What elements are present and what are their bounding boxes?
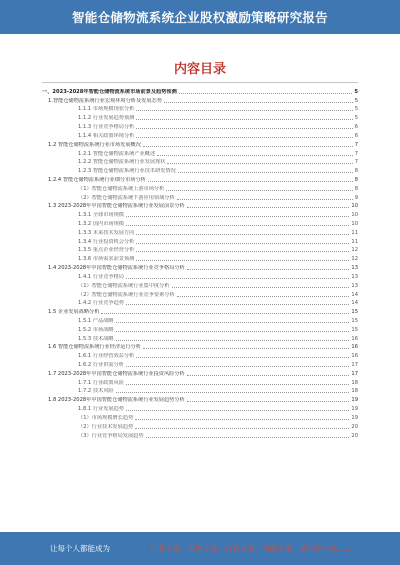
toc-entry-page: 13	[351, 273, 358, 280]
toc-entry[interactable]	[42, 104, 358, 113]
toc-leader-dots	[136, 243, 349, 244]
page-footer	[0, 532, 400, 565]
toc-entry-text: （1）智能仓储物流系统上游市场分析	[78, 185, 165, 192]
toc-entry-text: 1.5.1 产品战略	[78, 317, 114, 324]
toc-entry-page: 7	[354, 159, 358, 166]
toc-entry[interactable]	[42, 280, 358, 289]
toc-entry-page: 20	[351, 423, 358, 430]
toc-entry-page: 6	[354, 124, 358, 131]
toc-leader-dots	[136, 119, 352, 120]
footer-roles: 行业专家、管理专家、咨询专家、战略专家、成功企业家……	[150, 544, 353, 553]
toc-leader-dots	[135, 428, 349, 429]
toc-divider	[42, 82, 358, 83]
toc-leader-dots	[126, 410, 349, 411]
toc-leader-dots	[164, 102, 353, 103]
toc-entry[interactable]	[42, 148, 358, 157]
toc-entry-page: 5	[354, 115, 358, 122]
toc-leader-dots	[143, 146, 353, 147]
page-header	[0, 0, 400, 34]
toc-entry-text: （1）智能仓储物流系统行业集中度分析	[78, 282, 170, 289]
footer-slogan: 让每个人都能成为	[50, 544, 110, 553]
toc-entry[interactable]	[42, 157, 358, 166]
toc-entry-text: 1.3.4 行业投资机会分析	[78, 238, 135, 245]
toc-entry[interactable]	[42, 271, 358, 280]
toc-entry-page: 19	[351, 414, 358, 421]
toc-entry-text: 1.7.2 技术风险	[78, 388, 114, 395]
toc-entry[interactable]	[42, 412, 358, 421]
toc-entry[interactable]	[42, 430, 358, 439]
toc-leader-dots	[148, 181, 353, 182]
toc-entry[interactable]	[42, 192, 358, 201]
toc-entry[interactable]	[42, 377, 358, 386]
toc-entry-page: 18	[351, 388, 358, 395]
toc-entry-text: 1.6.1 行业经营效益分析	[78, 353, 135, 360]
toc-leader-dots	[177, 296, 350, 297]
toc-entry-text: 1.7 2023-2028年中国智能仓储物流系统行业投资风险分析	[48, 370, 185, 377]
toc-entry-page: 10	[351, 221, 358, 227]
toc-entry[interactable]	[42, 262, 358, 271]
toc-entry[interactable]	[42, 403, 358, 412]
toc-entry-text: （2）智能仓储物流系统行业竞争要素分析	[78, 291, 175, 298]
toc-entry-page: 13	[351, 282, 358, 289]
toc-entry-page: 19	[351, 406, 358, 413]
toc-leader-dots	[126, 304, 349, 305]
toc-leader-dots	[179, 93, 353, 94]
toc-leader-dots	[157, 155, 353, 156]
toc-entry-page: 10	[351, 203, 358, 210]
toc-entry-text: 1.6 智能仓储物流系统行业经济运行分析	[48, 344, 141, 351]
toc-entry-page: 7	[354, 150, 358, 157]
toc-leader-dots	[167, 163, 352, 164]
toc-entry-text: 1.6.2 行业供需分析	[78, 362, 124, 368]
toc-entry-page: 17	[351, 370, 358, 377]
toc-entry-page: 12	[351, 256, 358, 263]
toc-entry-page: 16	[351, 353, 358, 360]
toc-entry-text: 一、2023-2028年智能仓储物流系统市场前景及趋势预测	[42, 88, 177, 95]
toc-entry-page: 14	[351, 291, 358, 298]
toc-entry[interactable]	[42, 342, 358, 351]
toc-entry-text: 1.4.1 行业竞争格局	[78, 273, 124, 280]
toc-leader-dots	[136, 260, 349, 261]
toc-entry-text: 1.4.2 行业竞争趋势	[78, 300, 124, 307]
toc-leader-dots	[143, 348, 349, 349]
toc-entry-text: 1.1.3 行业竞争格局分析	[78, 124, 135, 131]
toc-leader-dots	[187, 401, 350, 402]
toc-leader-dots	[136, 251, 349, 252]
toc-entry[interactable]	[42, 245, 358, 254]
toc-entry-page: 8	[354, 185, 358, 192]
toc-entry[interactable]	[42, 421, 358, 430]
table-of-contents	[42, 86, 358, 439]
toc-entry-page: 15	[351, 326, 358, 333]
toc-leader-dots	[178, 172, 353, 173]
toc-entry[interactable]	[42, 394, 358, 403]
toc-heading: 内容目录	[173, 62, 226, 77]
toc-entry-page: 5	[354, 88, 358, 95]
toc-entry[interactable]	[42, 368, 358, 377]
toc-leader-dots	[187, 375, 350, 376]
report-title: 智能仓储物流系统企业股权激励策略研究报告	[71, 10, 328, 25]
toc-entry-page: 15	[351, 309, 358, 316]
toc-entry-text: 1.2.1 智能仓储物流系统产业概述	[78, 150, 156, 157]
toc-entry[interactable]	[42, 112, 358, 121]
toc-entry-page: 14	[351, 300, 358, 307]
toc-entry[interactable]	[42, 227, 358, 236]
toc-entry[interactable]	[42, 139, 358, 148]
toc-entry-text: 1.3.2 国内市场规模	[78, 221, 124, 227]
toc-leader-dots	[136, 234, 349, 235]
toc-leader-dots	[136, 128, 352, 129]
toc-entry-page: 10	[351, 212, 358, 219]
toc-entry-text: 1.8.1 行业发展趋势	[78, 406, 124, 413]
toc-entry-text: 1.4 2023-2028年中国智能仓储物流系统行业竞争格局分析	[48, 265, 185, 272]
toc-entry-text: 1.3.1 全球市场规模	[78, 212, 124, 219]
toc-entry[interactable]	[42, 86, 358, 95]
toc-entry[interactable]	[42, 350, 358, 359]
toc-leader-dots	[136, 110, 352, 111]
toc-entry[interactable]	[42, 218, 358, 227]
toc-entry-text: 1.2 智能仓储物流系统行业市场发展概况	[48, 141, 141, 148]
toc-entry-page: 15	[351, 317, 358, 324]
toc-entry-text: 1.3.6 市场需求前景预测	[78, 256, 135, 263]
toc-entry-text: 1.5.3 技术战略	[78, 335, 114, 342]
toc-entry-text: 1.3.5 重点企业经营分析	[78, 247, 135, 254]
toc-entry[interactable]	[42, 333, 358, 342]
toc-leader-dots	[126, 216, 349, 217]
toc-entry-text: 1.2.2 智能仓储物流系统行业发展现状	[78, 159, 166, 166]
toc-entry[interactable]	[42, 121, 358, 130]
toc-entry-page: 16	[351, 344, 358, 351]
toc-entry-page: 17	[351, 362, 358, 368]
toc-entry[interactable]	[42, 324, 358, 333]
toc-entry-text: 1.1.1 市场规模现状分析	[78, 106, 135, 113]
toc-entry-page: 7	[354, 141, 358, 148]
toc-entry-page: 19	[351, 397, 358, 404]
toc-leader-dots	[101, 313, 349, 314]
toc-entry-page: 13	[351, 265, 358, 272]
toc-leader-dots	[116, 322, 350, 323]
toc-entry[interactable]	[42, 386, 358, 395]
toc-entry[interactable]	[42, 315, 358, 324]
toc-leader-dots	[126, 225, 349, 226]
toc-entry-page: 5	[354, 97, 358, 104]
toc-entry[interactable]	[42, 236, 358, 245]
toc-entry-text: 1.1.4 相关政策环境分析	[78, 132, 135, 139]
toc-leader-dots	[126, 366, 349, 367]
toc-entry[interactable]	[42, 174, 358, 183]
toc-leader-dots	[172, 287, 350, 288]
toc-leader-dots	[136, 137, 352, 138]
toc-entry-text: 1.5.2 市场战略	[78, 326, 114, 333]
toc-entry[interactable]	[42, 359, 358, 368]
toc-entry-page: 8	[354, 168, 358, 175]
toc-entry-text: （3）行业竞争格局发展趋势	[78, 432, 144, 439]
toc-leader-dots	[187, 207, 350, 208]
toc-entry-page: 18	[351, 379, 358, 386]
toc-entry-text: 1.2.4 智能仓储物流系统行业细分市场分析	[48, 176, 146, 183]
toc-entry-page: 16	[351, 335, 358, 342]
toc-entry-page: 8	[354, 176, 358, 183]
toc-entry-page: 11	[351, 229, 358, 236]
toc-leader-dots	[116, 331, 350, 332]
toc-leader-dots	[187, 269, 350, 270]
toc-entry-text: 1.3 2023-2028年中国智能仓储物流系统行业发展前景分析	[48, 203, 185, 210]
toc-entry-page: 5	[354, 106, 358, 113]
toc-entry-page: 12	[351, 247, 358, 254]
toc-entry[interactable]	[42, 253, 358, 262]
toc-entry[interactable]	[42, 306, 358, 315]
toc-entry[interactable]	[42, 298, 358, 307]
toc-entry[interactable]	[42, 130, 358, 139]
toc-leader-dots	[146, 437, 350, 438]
toc-entry-text: （2）智能仓储物流系统下游应用领域分析	[78, 194, 175, 201]
toc-entry-page: 11	[351, 238, 358, 245]
toc-entry-text: 1.7.1 行业政策风险	[78, 379, 124, 386]
toc-leader-dots	[136, 357, 349, 358]
toc-entry-page: 9	[354, 194, 358, 201]
toc-entry-text: 1.5 企业发展战略分析	[48, 309, 100, 316]
toc-entry[interactable]	[42, 95, 358, 104]
toc-entry[interactable]	[42, 183, 358, 192]
toc-leader-dots	[135, 419, 349, 420]
toc-entry-text: 1.1.2 行业发展趋势预测	[78, 115, 135, 122]
toc-leader-dots	[177, 199, 353, 200]
toc-entry-text: 1.2.3 智能仓储物流系统行业技术研发情况	[78, 168, 176, 175]
toc-leader-dots	[116, 392, 350, 393]
toc-leader-dots	[116, 340, 350, 341]
toc-entry-text: 1.智能仓储物流系统行业宏观环境分析及发展态势	[48, 97, 162, 104]
toc-entry-text: （1）市场规模增长趋势	[78, 414, 134, 421]
toc-entry-text: （2）行业技术发展趋势	[78, 423, 134, 430]
toc-entry-page: 20	[351, 432, 358, 439]
toc-entry-page: 6	[354, 132, 358, 139]
toc-leader-dots	[126, 278, 349, 279]
toc-leader-dots	[166, 190, 352, 191]
toc-entry[interactable]	[42, 209, 358, 218]
toc-leader-dots	[126, 384, 349, 385]
toc-entry[interactable]	[42, 165, 358, 174]
toc-entry-text: 1.8 2023-2028年中国智能仓储物流系统行业发展趋势分析	[48, 397, 185, 404]
toc-entry[interactable]	[42, 201, 358, 210]
toc-entry[interactable]	[42, 289, 358, 298]
toc-entry-text: 1.3.3 未来技术发展方向	[78, 229, 135, 236]
